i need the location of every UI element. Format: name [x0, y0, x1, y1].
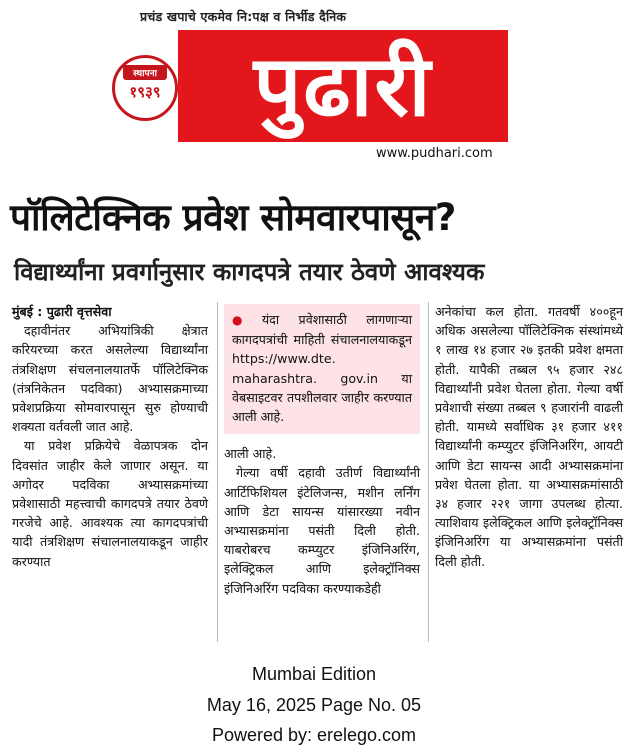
article-body: [12, 302, 623, 654]
article-column-3: [435, 302, 623, 571]
established-seal: [112, 55, 178, 121]
dateline: मुंबई : पुढारी वृत्तसेवा: [12, 304, 112, 319]
paragraph: या प्रवेश प्रक्रियेचे वेळापत्रक दोन दिवसांत जाहीर केले जाणार असून. या अगोदर पदविका अभ्यासक्रमांच्या प्रवेशासाठी महत्त्वाची कागदपत्रे तयार ठेवणे गरजेचे आहे. आवश्यक त्या कागदपत्रांची यादी तंत्रशिक्षण संचालनालयाकडून जाहीर करण्यात: [12, 438, 208, 569]
logo-text: पुढारी: [253, 37, 433, 135]
website-url: www.pudhari.com: [376, 146, 493, 161]
paragraph: आली आहे.: [224, 446, 277, 462]
highlight-box: [224, 304, 420, 434]
powered-by-link[interactable]: Powered by: erelego.com: [211, 725, 417, 745]
paragraph: दहावीनंतर अभियांत्रिकी क्षेत्रात करियरच्या करत असलेल्या विद्यार्थ्यांना तंत्रशिक्षण संचलनालयातर्फे पॉलिटेक्निक (तंत्रनिकेतन पदविका) अभ्यासक्रमाच्या प्रवेशप्रक्रिया सोमवारपासून सुरु होण्याची शक्यता वर्तवली जात आहे.: [12, 323, 208, 435]
article-column-1: [12, 302, 208, 571]
highlight-text: यंदा प्रवेशासाठी लागणाऱ्या कागदपत्रांची माहिती संचालनालयाकडून https://www.dte. maharashtra. gov.in या वेबसाइटवर तपशीलवार जाहीर करण्यात आली आहे.: [232, 312, 412, 425]
edition-label: Mumbai Edition: [251, 664, 377, 684]
subheadline: विद्यार्थ्यांना प्रवर्गानुसार कागदपत्रे तयार ठेवणे आवश्यक: [14, 258, 485, 286]
headline: पॉलिटेक्निक प्रवेश सोमवारपासून?: [10, 196, 456, 239]
paragraph: अनेकांचा कल होता. गतवर्षी ४००हून अधिक असलेल्या पॉलिटेक्निक संस्थांमध्ये १ लाख १४ हजार २७ इतकी प्रवेश क्षमता होती. यापैकी तब्बल ९५ हजार २४८ विद्यार्थ्यांनी प्रवेश घेतला होता. गेल्या वर्षी प्रवेशाची संख्या तब्बल ९ हजारांनी वाढली होती. यामध्ये सर्वाधिक ३१ हजार ४११ विद्यार्थ्यांनी कम्प्युटर इंजिनिअरिंग, आयटी आणि डेटा सायन्स आदी अभ्यासक्रमांना प्रवेश घेतला होता. या अभ्यासक्रमांसाठी ३४ हजार २२१ जागा उपलब्ध होत्या. त्याशिवाय इलेक्ट्रिकल आणि इलेक्ट्रॉनिक्स इंजिनिअरिंग या अभ्यासक्रमांना पसंती दिली होती.: [435, 304, 623, 569]
seal-year: १९३९: [129, 83, 161, 101]
date-page-label: May 16, 2025 Page No. 05: [206, 695, 422, 715]
column-divider: [428, 302, 429, 642]
article-column-2: [224, 302, 420, 598]
bullet-icon: ●: [232, 313, 258, 327]
seal-label: स्थापना: [123, 65, 167, 80]
tagline: प्रचंड खपाचे एकमेव नि:पक्ष व निर्भीड दैनिक: [140, 9, 347, 24]
masthead: [0, 0, 628, 180]
paragraph: गेल्या वर्षी दहावी उतीर्ण विद्यार्थ्यांनी आर्टिफिशियल इंटेलिजन्स, मशीन लर्निंग आणि डेटा सायन्स यांसारख्या नवीन अभ्यासक्रमांना पसंती दिली होती. याबरोबरच कम्प्युटर इंजिनिअरिंग, इलेक्ट्रिकल आणि इलेक्ट्रॉनिक्स इंजिनिअरिंग पदविका करण्याकडेही: [224, 465, 420, 596]
column-divider: [217, 302, 218, 642]
newspaper-logo: [178, 30, 508, 142]
